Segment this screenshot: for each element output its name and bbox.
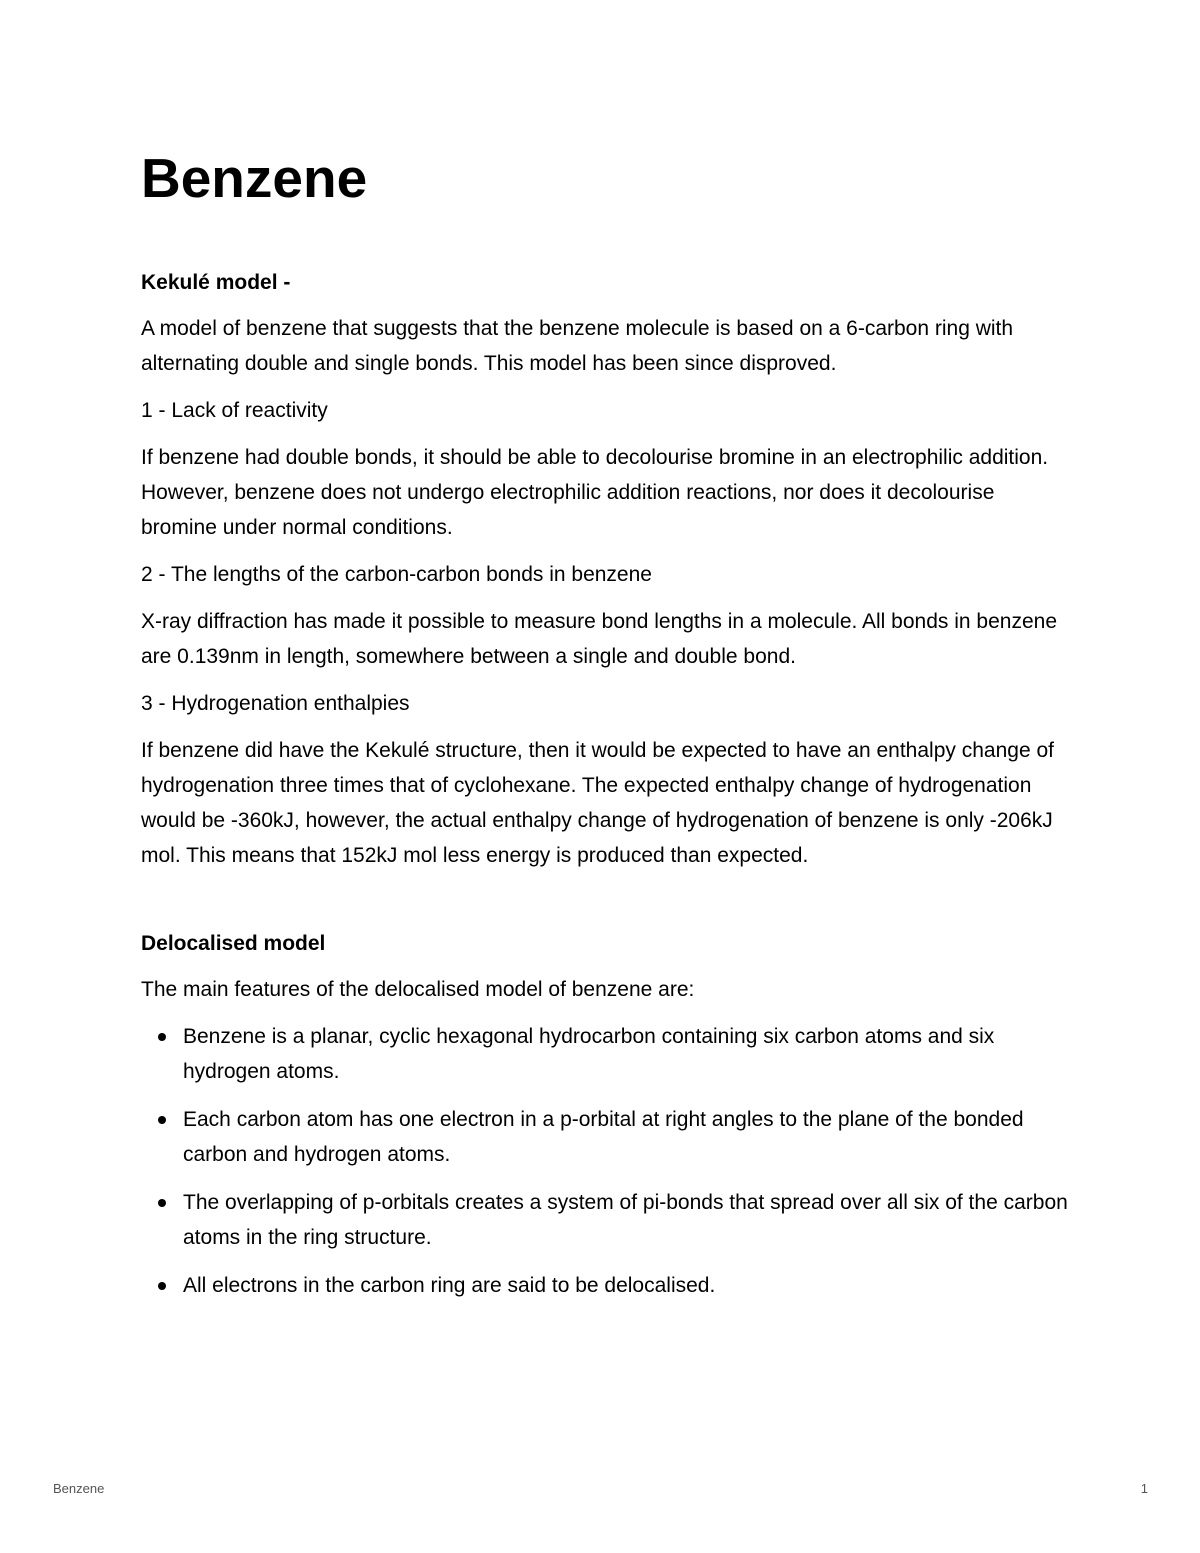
bullet-icon [158,1033,166,1041]
section-spacer [141,885,1071,929]
kekule-point-label: 2 - The lengths of the carbon-carbon bonds in benzene [141,563,652,586]
bullet-icon [158,1282,166,1290]
list-item [141,1102,1071,1172]
list-item-text: Each carbon atom has one electron in a p-orbital at right angles to the plane of the bonded carbon and hydrogen atoms. [183,1108,1024,1166]
list-item-text: Benzene is a planar, cyclic hexagonal hydrocarbon containing six carbon atoms and six hydrogen atoms. [183,1025,995,1083]
bullet-icon [158,1199,166,1207]
bullet-icon [158,1116,166,1124]
kekule-point-label: 3 - Hydrogenation enthalpies [141,692,410,715]
delocalised-heading: Delocalised model [141,932,326,955]
list-item [141,1019,1071,1089]
kekule-point-text: If benzene did have the Kekulé structure, then it would be expected to have an enthalpy change of hydrogenation three times that of cyclohexane. The expected enthalpy change of hydrogenation would be -360kJ, however, the actual enthalpy change of hydrogenation of benzene is only -206kJ mol. This means that 152kJ mol less energy is produced than expected. [141,739,1054,867]
footer-page-number: 1 [1140,1481,1148,1496]
page-content [141,138,1071,1316]
kekule-point-text: X-ray diffraction has made it possible to measure bond lengths in a molecule. All bonds in benzene are 0.139nm in length, somewhere between a single and double bond. [141,610,1057,668]
list-item [141,1268,1071,1303]
list-item-text: All electrons in the carbon ring are said to be delocalised. [183,1274,716,1297]
kekule-point-label: 1 - Lack of reactivity [141,399,328,422]
page-title: Benzene [141,147,368,209]
delocalised-bullet-list [141,1019,1071,1303]
kekule-intro: A model of benzene that suggests that the benzene molecule is based on a 6-carbon ring with alternating double and single bonds. This model has been since disproved. [141,317,1014,375]
list-item [141,1185,1071,1255]
kekule-heading: Kekulé model - [141,271,291,294]
kekule-point-text: If benzene had double bonds, it should be able to decolourise bromine in an electrophilic addition. However, benzene does not undergo electrophilic addition reactions, nor does it decolourise bromine under normal conditions. [141,446,1049,539]
delocalised-intro: The main features of the delocalised model of benzene are: [141,978,695,1001]
list-item-text: The overlapping of p-orbitals creates a system of pi-bonds that spread over all six of the carbon atoms in the ring structure. [183,1191,1068,1249]
footer-document-title: Benzene [53,1481,105,1496]
